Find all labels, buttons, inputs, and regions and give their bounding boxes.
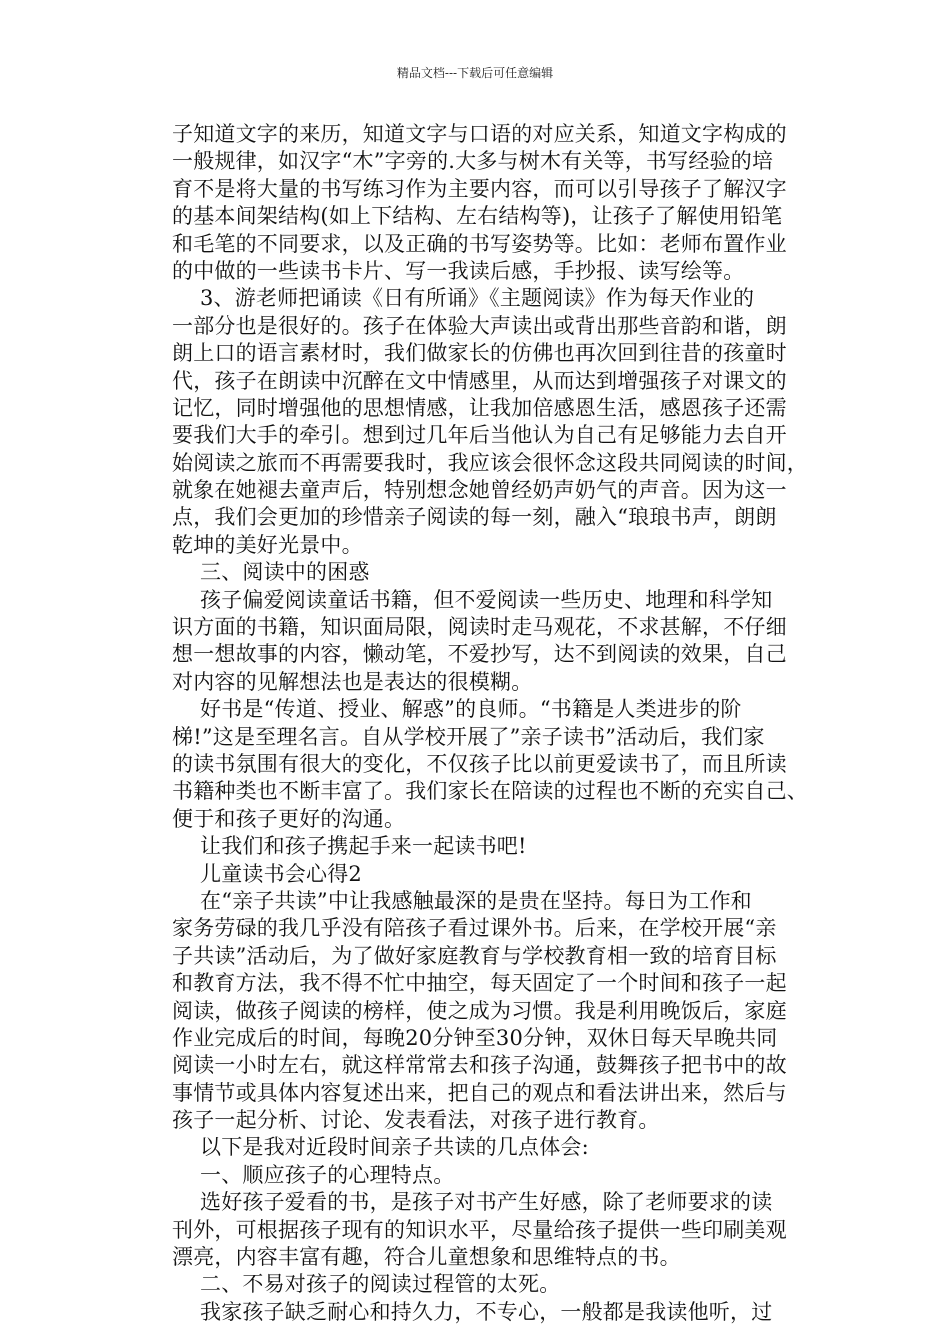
section-heading: 二、不易对孩子的阅读过程管的太死。: [200, 1272, 561, 1297]
paragraph-start-line: 以下是我对近段时间亲子共读的几点体会:: [200, 1135, 589, 1160]
text-line: 一部分也是很好的。孩子在体验大声读出或背出那些音韵和谐，朗: [172, 313, 787, 338]
text-line: 作业完成后的时间，每晚20分钟至30分钟，双休日每天早晚共同: [172, 1025, 778, 1050]
paragraph-start-line: 让我们和孩子携起手来一起读书吧!: [200, 834, 527, 859]
paragraph-start-line: 3、游老师把诵读《日有所诵》《主题阅读》作为每天作业的: [200, 286, 755, 311]
text-line: 和毛笔的不同要求，以及正确的书写姿势等。比如：老师布置作业: [172, 231, 787, 256]
text-line: 代，孩子在朗读中沉醉在文中情感里，从而达到增强孩子对课文的: [172, 368, 787, 393]
text-line: 和教育方法，我不得不忙中抽空，每天固定了一个时间和孩子一起: [172, 971, 787, 996]
text-line: 育不是将大量的书写练习作为主要内容，而可以引导孩子了解汉字: [172, 176, 787, 201]
section-heading: 三、阅读中的困惑: [200, 560, 370, 585]
document-body: [172, 121, 808, 1326]
text-line: 一般规律，如汉字“木”字旁的.大多与树木有关等，书写经验的培: [172, 149, 774, 174]
text-line: 书籍种类也不断丰富了。我们家长在陪读的过程也不断的充实自己、: [172, 779, 808, 804]
paragraph-start-line: 好书是“传道、授业、解惑”的良师。“书籍是人类进步的阶: [200, 697, 742, 722]
text-line: 子共读”活动后，为了做好家庭教育与学校教育相一致的培育目标: [172, 943, 777, 968]
text-line: 要我们大手的牵引。想到过几年后当他认为自己有足够能力去自开: [172, 423, 787, 448]
text-line: 的基本间架结构(如上下结构、左右结构等)，让孩子了解使用铅笔: [172, 204, 783, 229]
text-line: 阅读一小时左右，就这样常常去和孩子沟通，鼓舞孩子把书中的故: [172, 1053, 787, 1078]
text-line: 对内容的见解想法也是表达的很模糊。: [172, 669, 533, 694]
paragraph-start-line: 在“亲子共读”中让我感触最深的是贵在坚持。每日为工作和: [200, 888, 752, 913]
text-line: 想一想故事的内容，懒动笔，不爱抄写，达不到阅读的效果，自己: [172, 642, 787, 667]
paragraph-start-line: 我家孩子缺乏耐心和持久力，不专心，一般都是我读他听，过: [200, 1299, 773, 1324]
text-line: 朗上口的语言素材时，我们做家长的仿佛也再次回到往昔的孩童时: [172, 341, 787, 366]
text-line: 漂亮，内容丰富有趣，符合儿童想象和思维特点的书。: [172, 1245, 681, 1270]
text-line: 就象在她褪去童声后，特别想念她曾经奶声奶气的声音。因为这一: [172, 478, 787, 503]
text-line: 刊外，可根据孩子现有的知识水平，尽量给孩子提供一些印刷美观: [172, 1217, 787, 1242]
paragraph-start-line: 孩子偏爱阅读童话书籍，但不爱阅读一些历史、地理和科学知: [200, 587, 773, 612]
text-line: 记忆，同时增强他的思想情感，让我加倍感恩生活，感恩孩子还需: [172, 395, 787, 420]
text-line: 孩子一起分析、讨论、发表看法，对孩子进行教育。: [172, 1108, 660, 1133]
text-line: 点，我们会更加的珍惜亲子阅读的每一刻，融入“琅琅书声，朗朗: [172, 505, 777, 530]
paragraph-start-line: 选好孩子爱看的书，是孩子对书产生好感，除了老师要求的读: [200, 1190, 773, 1215]
section-heading: 儿童读书会心得2: [200, 861, 362, 886]
section-heading: 一、顺应孩子的心理特点。: [200, 1162, 455, 1187]
text-line: 的读书氛围有很大的变化，不仅孩子比以前更爱读书了，而且所读: [172, 751, 787, 776]
text-line: 事情节或具体内容复述出来，把自己的观点和看法讲出来，然后与: [172, 1080, 787, 1105]
text-line: 家务劳碌的我几乎没有陪孩子看过课外书。后来，在学校开展“亲: [172, 916, 777, 941]
text-line: 乾坤的美好光景中。: [172, 532, 363, 557]
page-header: 精品文档---下载后可任意编辑: [396, 66, 554, 80]
text-line: 识方面的书籍，知识面局限，阅读时走马观花，不求甚解，不仔细: [172, 615, 787, 640]
text-line: 梯!”这是至理名言。自从学校开展了”亲子读书”活动后，我们家: [172, 724, 765, 749]
text-line: 始阅读之旅而不再需要我时，我应该会很怀念这段共同阅读的时间，: [172, 450, 808, 475]
text-line: 便于和孩子更好的沟通。: [172, 806, 406, 831]
text-line: 阅读，做孩子阅读的榜样，使之成为习惯。我是利用晚饭后，家庭: [172, 998, 787, 1023]
text-line: 子知道文字的来历，知道文字与口语的对应关系，知道文字构成的: [172, 122, 787, 146]
text-line: 的中做的一些读书卡片、写一我读后感，手抄报、读写绘等。: [172, 258, 745, 283]
